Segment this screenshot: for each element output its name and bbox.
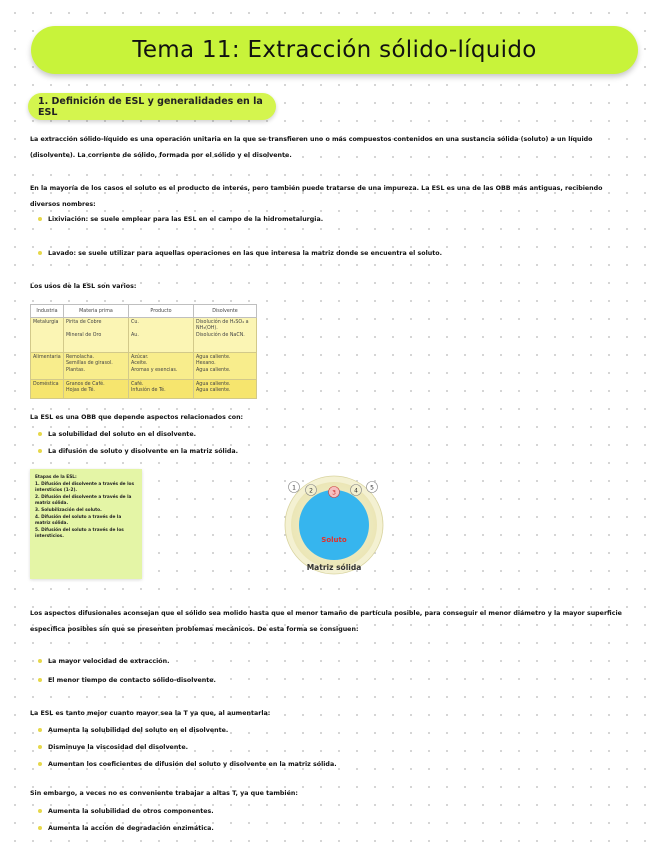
bullet-viscosity: Disminuye la viscosidad del disolvente.	[38, 743, 628, 753]
table-cell: Cu. Au.	[129, 318, 194, 353]
sticky-note	[30, 469, 142, 579]
table-header: Producto	[129, 305, 194, 318]
paragraph-temperature: La ESL es tanto mejor cuanto mayor sea la T ya que, al aumentarla:	[30, 710, 271, 717]
table-cell: Café. Infusión de Té.	[129, 380, 194, 399]
table-cell: Agua caliente. Hexano. Agua caliente.	[194, 353, 257, 380]
step-number: 4	[354, 487, 358, 495]
paragraph-high-temperature: Sin embargo, a veces no es conveniente trabajar a altas T, ya que también:	[30, 790, 298, 797]
step-number: 2	[309, 487, 313, 495]
bullet-diffusion-coefficients: Aumentan los coeficientes de difusión del soluto y disolvente en la matriz sólida.	[38, 760, 628, 770]
bullet-lavado: Lavado: se suele utilizar para aquellas operaciones en las que interesa la matriz donde se encuentra el soluto.	[38, 249, 628, 259]
table-cell: Doméstica	[31, 380, 64, 399]
note-item: 5. Difusión del soluto a través de los intersticios.	[35, 528, 124, 539]
table-row	[31, 318, 257, 353]
bullet-solubility-increase: Aumenta la solubilidad del soluto en el disolvente.	[38, 726, 628, 736]
bullet-other-components: Aumenta la solubilidad de otros componentes.	[38, 807, 628, 817]
bullet-lixiviacion: Lixiviación: se suele emplear para las ESL en el campo de la hidrometalurgia.	[38, 215, 628, 225]
uses-table	[30, 304, 257, 399]
table-cell: Metalurgia	[31, 318, 64, 353]
paragraph-names-intro: En la mayoría de los casos el soluto es el producto de interés, pero también puede tratarse de una impureza. La ESL es una de las OBB más antiguas, recibiendo diversos nombres:	[30, 185, 603, 208]
table-cell: Disolución de H₂SO₄ a NH₃(OH). Disolución de NaCN.	[194, 318, 257, 353]
paragraph-uses-intro: Los usos de la ESL son varios:	[30, 283, 137, 290]
table-header: Industria	[31, 305, 64, 318]
bullet-time: El menor tiempo de contacto sólido-disolvente.	[38, 676, 628, 686]
note-title: Etapas de la ESL:	[35, 475, 77, 480]
section-heading-text: 1. Definición de ESL y generalidades en la ESL	[38, 95, 263, 118]
table-cell: Pirita de Cobre Mineral de Oro	[64, 318, 129, 353]
solute-core	[299, 487, 369, 560]
table-cell: Azúcar. Aceite. Aromas y esencias.	[129, 353, 194, 380]
bullet-enzymatic: Aumenta la acción de degradación enzimática.	[38, 824, 628, 834]
note-item: 1. Difusión del disolvente a través de los intersticios (1-2).	[35, 482, 135, 493]
section-heading	[28, 93, 276, 120]
table-cell: Granos de Café. Hojas de Té.	[64, 380, 129, 399]
matrix-label: Matriz sólida	[306, 563, 362, 572]
table-cell: Agua caliente. Agua caliente.	[194, 380, 257, 399]
paragraph-milling: Los aspectos difusionales aconsejan que el sólido sea molido hasta que el menor tamaño de partícula posible, para conseguir el menor diámetro y la mayor superficie específica posibles sin que se presenten problemas mecánicos. De esta forma se consiguen:	[30, 610, 622, 633]
step-number: 1	[292, 484, 296, 492]
bullet-diffusion: La difusión de soluto y disolvente en la matriz sólida.	[38, 447, 628, 457]
table-header-row	[31, 305, 257, 318]
table-cell: Alimentaria	[31, 353, 64, 380]
step-number: 5	[370, 484, 374, 492]
paragraph-definition: La extracción sólido-líquido es una operación unitaria en la que se transfieren uno o más compuestos contenidos en una sustancia sólida (soluto) a un líquido (disolvente). La corriente de sólido, formada por el sólido y el disolvente.	[30, 136, 593, 159]
table-header: Disolvente	[194, 305, 257, 318]
note-item: 2. Difusión del disolvente a través de la matriz sólida.	[35, 495, 132, 506]
bullet-solubility: La solubilidad del soluto en el disolvente.	[38, 430, 628, 440]
title-banner	[31, 26, 638, 74]
paragraph-depends: La ESL es una OBB que depende aspectos relacionados con:	[30, 414, 244, 421]
table-header: Materia prima	[64, 305, 129, 318]
step-number: 3	[332, 489, 336, 497]
table-row	[31, 353, 257, 380]
bullet-speed: La mayor velocidad de extracción.	[38, 657, 628, 667]
solute-label: Soluto	[321, 536, 347, 544]
table-cell: Remolacha. Semillas de girasol. Plantas.	[64, 353, 129, 380]
table-row	[31, 380, 257, 399]
extraction-diagram	[270, 474, 398, 586]
page-title: Tema 11: Extracción sólido-líquido	[132, 37, 537, 63]
note-item: 4. Difusión del soluto a través de la matriz sólida.	[35, 515, 122, 526]
note-item: 3. Solubilización del soluto.	[35, 508, 102, 513]
